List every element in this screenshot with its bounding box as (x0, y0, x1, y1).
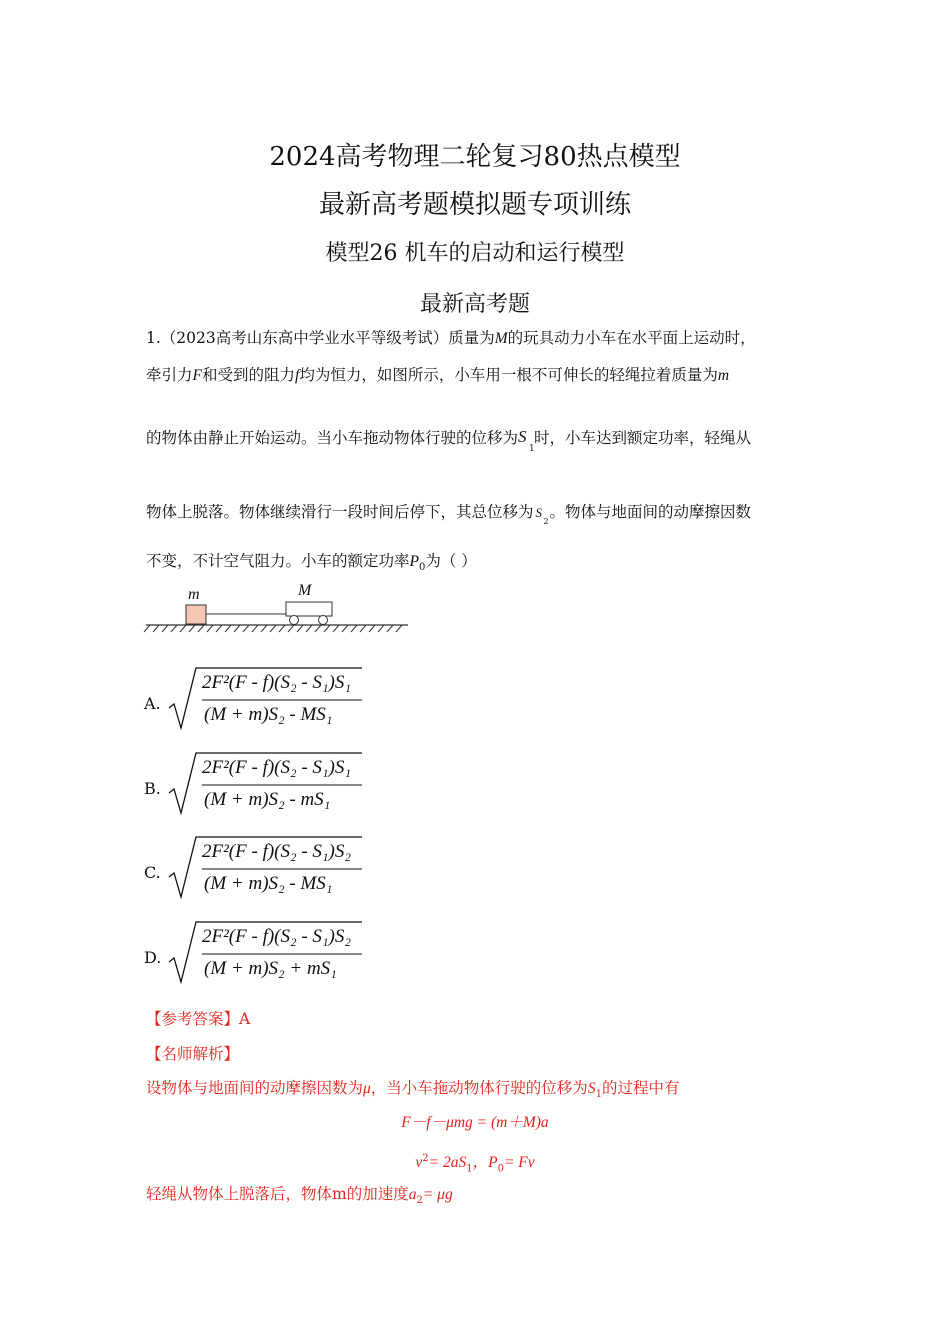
v-sup: 2 (422, 1153, 429, 1164)
v-letter: v (415, 1154, 423, 1172)
text: = μg (422, 1186, 453, 1203)
s2-letter: S (535, 505, 543, 520)
s-sub: 1 (466, 1163, 473, 1175)
ground-hatch (144, 625, 402, 632)
text: 。物体与地面间的动摩擦因数 (549, 503, 752, 521)
eq-part: ，P (472, 1154, 498, 1172)
text: 不变，不计空气阻力。小车的额定功率 (146, 552, 410, 570)
var-M: M (494, 330, 508, 347)
equation-1: F－f－μmg = (m＋M)a (401, 1114, 549, 1131)
p-sub: 0 (497, 1163, 504, 1175)
option-a-label: A. (144, 694, 161, 713)
text: 的玩具动力小车在水平面上运动时， (507, 329, 756, 347)
answer-line (146, 1009, 250, 1029)
option-a[interactable] (144, 664, 374, 734)
s1-letter: S (518, 427, 527, 446)
question-line-4 (146, 502, 752, 526)
option-b[interactable] (144, 749, 374, 819)
eq-part: = 2aS (428, 1154, 467, 1172)
cart-body (286, 602, 332, 616)
var-m: m (717, 367, 730, 384)
text: ，当小车拖动物体行驶的位移为 (370, 1079, 588, 1097)
answer-value: A (239, 1010, 251, 1028)
option-d-numerator: 2F²(F - f)(S₂ - S₁)S₂ (202, 926, 351, 947)
option-b-denominator: (M + m)S₂ - mS₁ (204, 789, 331, 810)
a-letter: a (408, 1186, 417, 1203)
option-c-numerator: 2F²(F - f)(S₂ - S₁)S₂ (202, 841, 351, 862)
option-c-denominator: (M + m)S₂ - MS₁ (204, 873, 333, 894)
text: 牵引力 (146, 366, 193, 384)
text: 物体上脱落。物体继续滑行一段时间后停下，其总位移为 (146, 503, 534, 521)
doc-title: 2024高考物理二轮复习80热点模型 (269, 142, 681, 172)
cart-wheel-left (290, 616, 299, 625)
text: 的过程中有 (601, 1079, 680, 1097)
answer-label: 【参考答案】 (146, 1010, 240, 1028)
option-a-denominator: (M + m)S₂ - MS₁ (204, 704, 333, 725)
equation-2 (0, 1149, 950, 1179)
option-b-numerator: 2F²(F - f)(S₂ - S₁)S₁ (202, 757, 351, 778)
option-d-denominator: (M + m)S₂ + mS₁ (204, 958, 337, 979)
s2-sub: 2 (543, 517, 549, 526)
analysis-line-1 (146, 1078, 679, 1105)
section-heading: 最新高考题 (419, 292, 530, 317)
text: 和受到的阻力 (201, 366, 295, 384)
cart-label: M (298, 582, 312, 599)
cart-wheel-right (319, 616, 328, 625)
s1-sub: 1 (595, 1089, 602, 1101)
question-number: 1. (146, 329, 161, 347)
text: 轻绳从物体上脱落后，物体m的加速度 (146, 1185, 409, 1203)
text: 为（ ） (425, 552, 477, 570)
question-line-2 (146, 365, 729, 386)
text: （2023高考山东高中学业水平等级考试）质量为 (160, 329, 495, 347)
mu-symbol: μ (363, 1080, 371, 1097)
s1-letter: S (587, 1080, 596, 1097)
option-b-label: B. (144, 779, 161, 798)
var-F: F (192, 367, 202, 384)
a-sub: 2 (416, 1195, 423, 1207)
option-d-label: D. (144, 948, 162, 967)
block-label: m (188, 586, 200, 603)
option-d[interactable] (144, 918, 374, 988)
option-c[interactable] (144, 833, 374, 903)
option-a-numerator: 2F²(F - f)(S₂ - S₁)S₁ (202, 672, 351, 693)
analysis-label: 【名师解析】 (146, 1045, 240, 1063)
text: 的物体由静止开始运动。当小车拖动物体行驶的位移为 (146, 429, 519, 447)
doc-subtitle: 最新高考题模拟题专项训练 (318, 190, 631, 220)
eq-part: = Fv (503, 1154, 535, 1172)
analysis-line-2 (146, 1184, 453, 1211)
question-line-5 (146, 551, 477, 578)
p0-letter: P (409, 553, 419, 570)
block-m (186, 605, 206, 624)
model-title: 模型26 机车的启动和运行模型 (325, 241, 625, 266)
text: 均为恒力，如图所示，小车用一根不可伸长的轻绳拉着质量为 (299, 366, 718, 384)
question-line-1 (146, 328, 756, 349)
question-line-3 (146, 427, 752, 454)
s1-sub: 1 (529, 444, 535, 454)
option-c-label: C. (144, 863, 161, 882)
text: 设物体与地面间的动摩擦因数为 (146, 1079, 364, 1097)
var-f: f (295, 367, 300, 384)
text: 时，小车达到额定功率，轻绳从 (534, 429, 752, 447)
p0-sub: 0 (418, 562, 426, 574)
cart-diagram (140, 582, 415, 638)
